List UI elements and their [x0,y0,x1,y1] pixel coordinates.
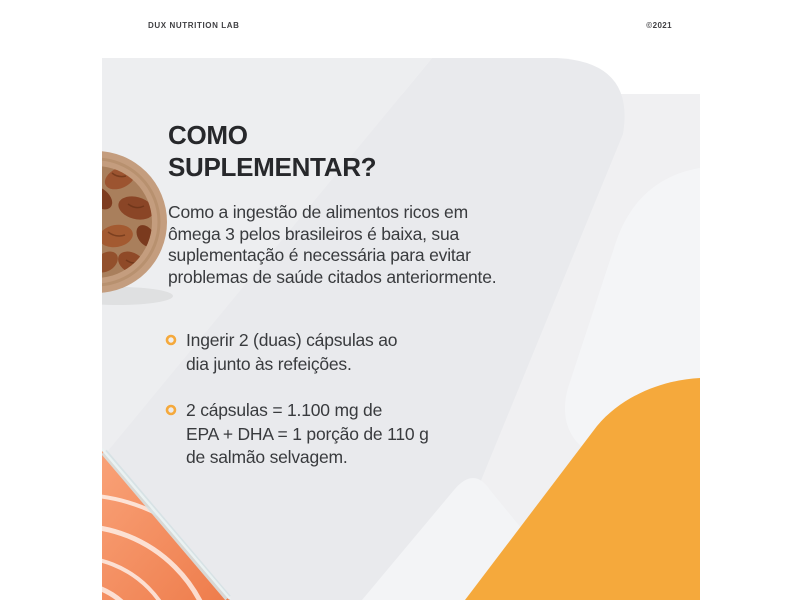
paragraph-line: problemas de saúde citados anteriormente. [168,266,497,287]
bullet-text-line: EPA + DHA = 1 porção de 110 g [186,423,429,444]
bullet-text [186,399,429,470]
page-title [168,119,376,183]
page-title-line-1: COMO [168,120,248,150]
bullet-text-line: 2 cápsulas = 1.100 mg de [186,400,383,420]
bullet-text-line: de salmão selvagem. [186,447,348,467]
bullet-text-line: dia junto às refeições. [186,353,352,374]
slide-card [102,58,700,600]
bullet-circle-icon [165,334,177,346]
header-brand: DUX NUTRITION LAB [148,21,240,30]
page-title-line-2: SUPLEMENTAR? [168,152,377,182]
paragraph-line: ômega 3 pelos brasileiros é baixa, sua [168,223,460,244]
bullet-item-equivalence [165,399,429,470]
paragraph-line: Como a ingestão de alimentos ricos em [168,202,468,222]
bullet-text [186,329,397,376]
intro-paragraph [168,202,496,288]
bullet-item-dosage [165,329,397,376]
paragraph-line: suplementação é necessária para evitar [168,245,471,265]
bullet-circle-icon [165,404,177,416]
header-copyright: ©2021 [646,21,672,30]
bullet-text-line: Ingerir 2 (duas) cápsulas ao [186,330,398,350]
